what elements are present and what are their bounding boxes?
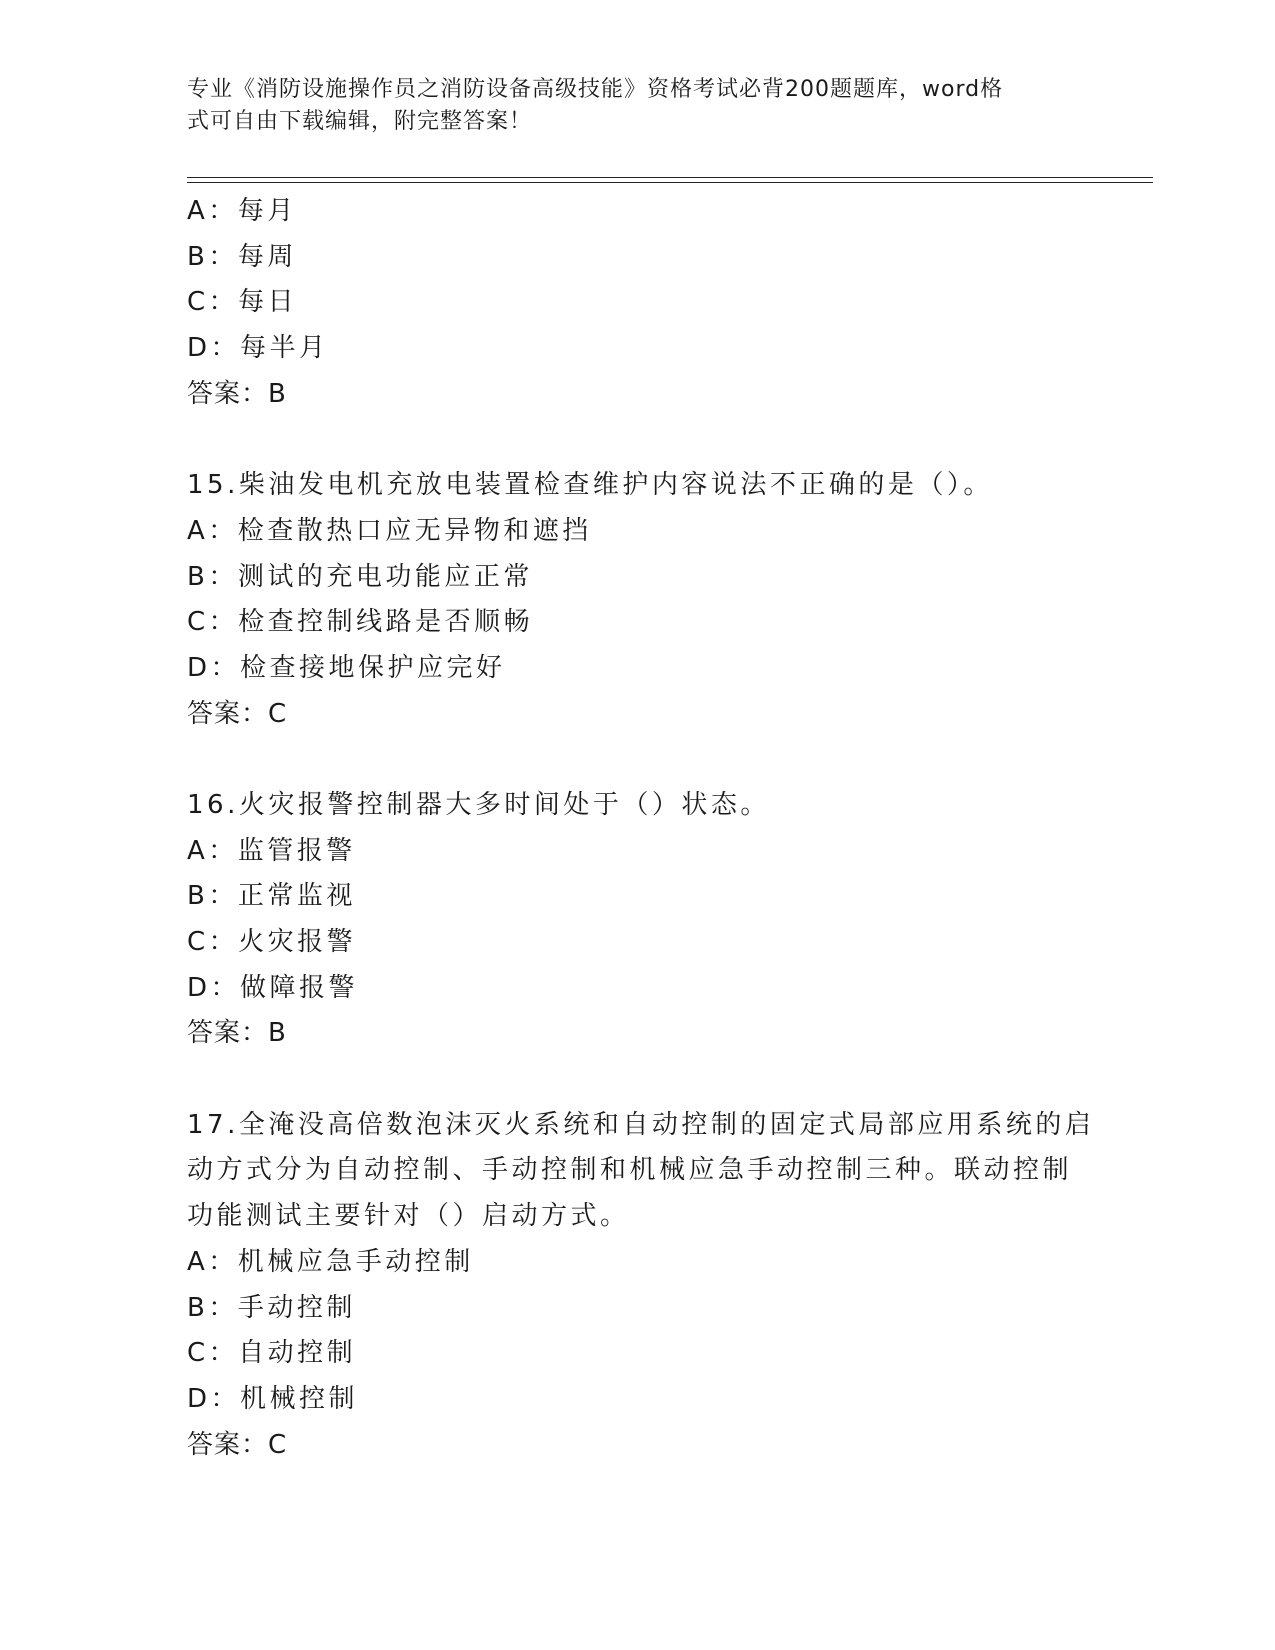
- spacer: [187, 417, 1087, 463]
- q14-option-a: A：每月: [187, 196, 297, 226]
- header-rule-bottom: [187, 182, 1153, 183]
- q16-option-d: D：做障报警: [187, 972, 359, 1003]
- q14-option-d: D：每半月: [187, 333, 329, 364]
- q14-option-b: B：每周: [187, 241, 297, 272]
- spacer: [187, 1057, 1087, 1103]
- header-title-line-1: 专业《消防设施操作员之消防设备高级技能》资格考试必背200题题库，word格: [187, 77, 1004, 102]
- q14-option-c: C：每日: [187, 287, 298, 318]
- q16-answer: 答案：B: [187, 1018, 287, 1049]
- header-title-line-2: 式可自由下载编辑，附完整答案！: [187, 109, 533, 134]
- q15-answer: 答案：C: [187, 698, 288, 729]
- q16-option-a: A：监管报警: [187, 835, 356, 866]
- q17-question-line-2: 动方式分为自动控制、手动控制和机械应急手动控制三种。联动控制: [187, 1155, 1073, 1186]
- q14-answer: 答案：B: [187, 378, 287, 409]
- spacer: [187, 737, 1087, 783]
- q16-option-b: B：正常监视: [187, 881, 356, 912]
- question-17-block: [187, 1103, 1095, 1469]
- q16-question: 16.火灾报警控制器大多时间处于（）状态。: [187, 789, 770, 820]
- question-14-block: [187, 189, 1087, 417]
- q17-question-line-3: 功能测试主要针对（）启动方式。: [187, 1201, 630, 1232]
- question-15-block: [187, 463, 1087, 737]
- q15-option-b: B：测试的充电功能应正常: [187, 561, 533, 592]
- q17-option-a: A：机械应急手动控制: [187, 1246, 474, 1277]
- q17-option-d: D：机械控制: [187, 1383, 359, 1414]
- header-rule-top: [187, 177, 1153, 178]
- q17-answer: 答案：C: [187, 1429, 288, 1460]
- q15-question: 15.柴油发电机充放电装置检查维护内容说法不正确的是（）。: [187, 470, 993, 501]
- q15-option-c: C：检查控制线路是否顺畅: [187, 607, 534, 638]
- q15-option-a: A：检查散热口应无异物和遮挡: [187, 515, 592, 546]
- document-header: [187, 74, 1067, 138]
- q17-option-b: B：手动控制: [187, 1292, 356, 1323]
- document-body: [187, 189, 1095, 1468]
- q15-option-d: D：检查接地保护应完好: [187, 652, 506, 683]
- q17-option-c: C：自动控制: [187, 1338, 357, 1369]
- question-16-block: [187, 783, 1087, 1057]
- q16-option-c: C：火灾报警: [187, 927, 357, 957]
- q17-question-line-1: 17.全淹没高倍数泡沫灭火系统和自动控制的固定式局部应用系统的启: [187, 1109, 1095, 1140]
